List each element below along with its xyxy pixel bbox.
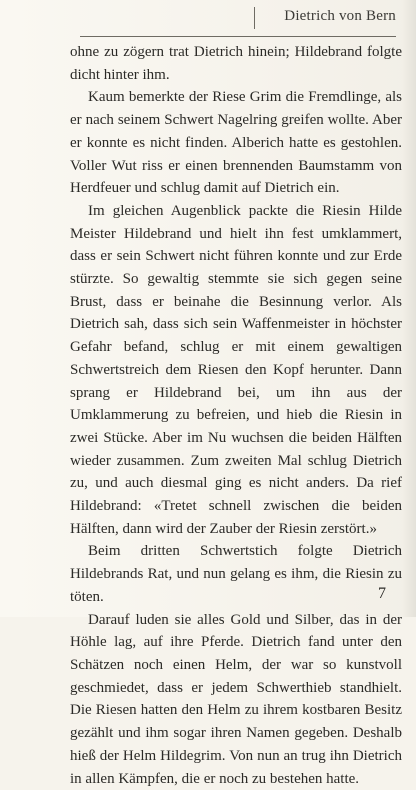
running-title: Dietrich von Bern xyxy=(284,8,396,24)
page-number: 7 xyxy=(378,585,386,602)
paragraph: Darauf luden sie alles Gold und Silber, das in der Höhle lag, auf ihre Pferde. Dietrich fand unter den Schätzen noch einen Helm, der war so kunstvoll geschmiedet, dass er jedem Schwerthieb standhielt. Die Riesen hatten den Helm zu ihrem kostbaren Besitz gezählt und ihm sogar ihren Namen gegeben. Deshalb hieß der Helm Hildegrim. Von nun an trug ihn Dietrich in allen Kämpfen, die er noch zu bestehen hatte. xyxy=(70,611,402,787)
paragraph-continued: ohne zu zögern trat Dietrich hinein; Hildebrand folgte dicht hinter ihm. xyxy=(70,44,402,83)
body-text xyxy=(70,41,402,790)
page-edge-shadow xyxy=(402,0,416,617)
paragraph: Kaum bemerkte der Riese Grim die Fremdlinge, als er nach seinem Schwert Nagelring greifen wollte. Aber er konnte es nicht finden. Alberich hatte es gestohlen. Voller Wut riss er einen brennenden Baumstamm von Herdfeuer und schlug damit auf Dietrich ein. xyxy=(70,89,402,197)
header-rule xyxy=(80,36,396,37)
header-divider xyxy=(254,7,255,29)
paragraph: Beim dritten Schwertstich folgte Dietrich Hildebrands Rat, und nun gelang es ihm, die Riesin zu töten. xyxy=(70,543,402,605)
paragraph: Im gleichen Augenblick packte die Riesin Hilde Meister Hildebrand und hielt ihn fest umklammert, dass er sein Schwert nicht führen konnte und zur Erde stürzte. So gewaltig stemmte sie sich gegen seine Brust, dass er beinahe die Besinnung verlor. Als Dietrich sah, dass sich sein Waffenmeister in höchster Gefahr befand, schlug er mit einem gewaltigen Schwertstreich dem Riesen den Kopf herunter. Dann sprang er Hildebrand bei, um ihn aus der Umklammerung zu befreien, und hieb die Riesin in zwei Stücke. Aber im Nu wuchsen die beiden Hälften wieder zusammen. Zum zweiten Mal schlug Dietrich zu, und auch diesmal ging es nicht anders. Da rief Hildebrand: «Tretet schnell zwischen die beiden Hälften, dann wird der Zauber der Riesin zerstört.» xyxy=(70,202,402,537)
